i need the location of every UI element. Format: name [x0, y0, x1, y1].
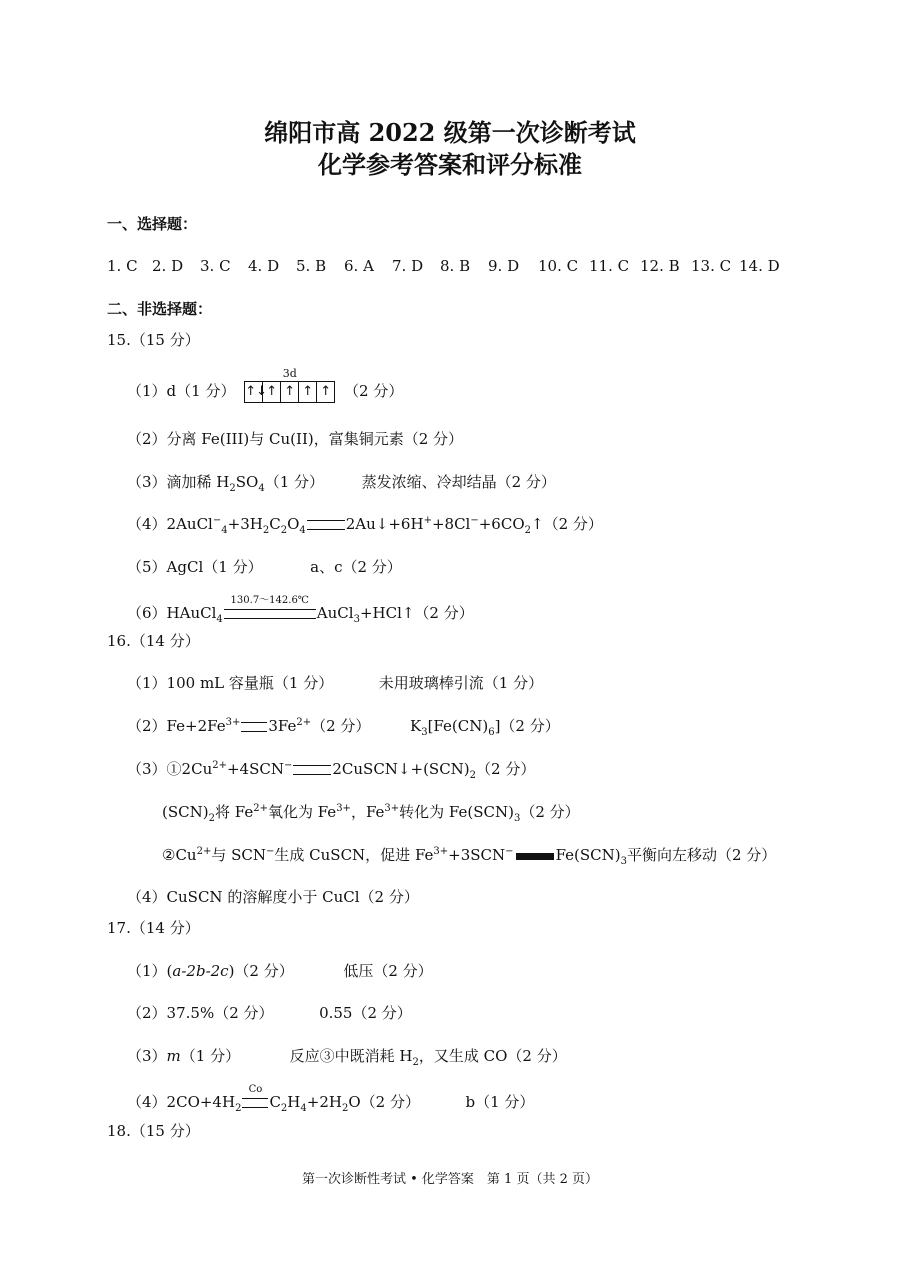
q15-part6-equation: （6）HAuCl$_4$ 130.7～142.6℃ AuCl$_3$+HCl↑（2 分）	[127, 595, 474, 625]
equals-sign	[241, 722, 267, 732]
answer-7: 7. D	[392, 257, 424, 275]
reversible-arrow	[516, 853, 554, 860]
answer-3: 3. C	[200, 257, 231, 275]
q15-part4-equation: $(4)2AuCl^-_4+3H_2C_2O_4$ $2Au↓+6H^++8Cl^-+6CO_2↑(2$ 分）	[127, 515, 603, 536]
orbital-cell-1: ↑↓	[245, 382, 263, 402]
equals-sign	[307, 520, 345, 530]
answer-6: 6. A	[344, 257, 374, 275]
q15-p1-answer: （1）d（1 分）	[127, 382, 236, 400]
q16-part3-equation: $(3)①2Cu^{2+}+4SCN^-$ $2CuSCN↓+(SCN)_2(2$ 分）	[127, 760, 536, 781]
orbital-cell-2: ↑	[263, 382, 281, 402]
multiple-choice-answers	[107, 256, 780, 276]
q16-heading: 16.（14 分）	[107, 632, 200, 650]
answer-10: 10. C	[538, 257, 579, 275]
equals-sign	[293, 765, 331, 775]
answer-2: 2. D	[152, 257, 184, 275]
document-title: 绵阳市高 2022 级第一次诊断考试	[264, 118, 636, 147]
answer-8: 8. B	[440, 257, 471, 275]
q18-heading: 18.（15 分）	[107, 1122, 200, 1140]
orbital-cell-5: ↑	[320, 384, 332, 399]
document-subtitle: 化学参考答案和评分标准	[318, 150, 582, 179]
q15-heading: 15.（15 分）	[107, 331, 200, 349]
q15-p1-score: （2 分）	[344, 382, 404, 400]
orbital-diagram	[244, 367, 335, 403]
q16-part3-second: $②Cu^{2+}$与 SCN−生成 CuSCN，促进 $Fe^{3+}+3SCN^-$ $Fe(SCN)_3$平衡向左移动（2 分）	[162, 846, 777, 867]
answer-13: 13. C	[691, 257, 732, 275]
equals-sign-with-condition: Co	[242, 1098, 268, 1108]
q15-part3: （3）滴加稀 $H_2SO_4(1$ 分） 蒸发浓缩、冷却结晶（2 分）	[127, 473, 556, 494]
q17-part3: （3）m（1 分） 反应③中既消耗 $H_2$，又生成 CO（2 分）	[127, 1047, 567, 1068]
answer-9: 9. D	[488, 257, 520, 275]
q17-part2: （2）37.5%（2 分） 0.55（2 分）	[127, 1004, 412, 1022]
orbital-cell-4: ↑	[299, 382, 317, 402]
q16-part4: （4）CuSCN 的溶解度小于 CuCl（2 分）	[127, 888, 419, 906]
orbital-label: 3d	[282, 367, 297, 380]
q16-part2: $(2)Fe+2Fe^{3+}$ $3Fe^{2+}(2$ 分） $K_3[Fe(CN)_6](2$ 分）	[127, 717, 560, 738]
orbital-cell-3: ↑	[281, 382, 299, 402]
answer-14: 14. D	[739, 257, 780, 275]
page-footer: 第一次诊断性考试 • 化学答案 第 1 页（共 2 页）	[301, 1172, 598, 1187]
answer-4: 4. D	[248, 257, 280, 275]
q17-part4-equation: $(4)2CO+4H_2$ Co $C_2H_4+2H_2O(2$ 分） b（1 分）	[127, 1084, 535, 1114]
answer-12: 12. B	[640, 257, 680, 275]
q15-part1	[127, 367, 404, 403]
answer-5: 5. B	[296, 257, 327, 275]
answer-1: 1. C	[107, 257, 138, 275]
q17-part1: （1）(a-2b-2c)（2 分） 低压（2 分）	[127, 962, 433, 980]
section-heading-choice: 一、选择题：	[107, 215, 198, 233]
equals-sign-with-condition: 130.7～142.6℃	[224, 609, 316, 619]
q16-part3-explanation: $(SCN)_2$将 $Fe^{2+}$氧化为 $Fe^{3+}$，$Fe^{3+}$转化为 $Fe(SCN)_3(2$ 分）	[162, 803, 580, 824]
q17-heading: 17.（14 分）	[107, 919, 200, 937]
answer-11: 11. C	[589, 257, 630, 275]
q16-part1: （1）100 mL 容量瓶（1 分） 未用玻璃棒引流（1 分）	[127, 674, 544, 692]
q15-part2: （2）分离 Fe(III)与 Cu(II)，富集铜元素（2 分）	[127, 430, 464, 448]
section-heading-nonchoice: 二、非选择题：	[107, 300, 213, 318]
q15-part5: （5）AgCl（1 分） a、c（2 分）	[127, 558, 402, 576]
